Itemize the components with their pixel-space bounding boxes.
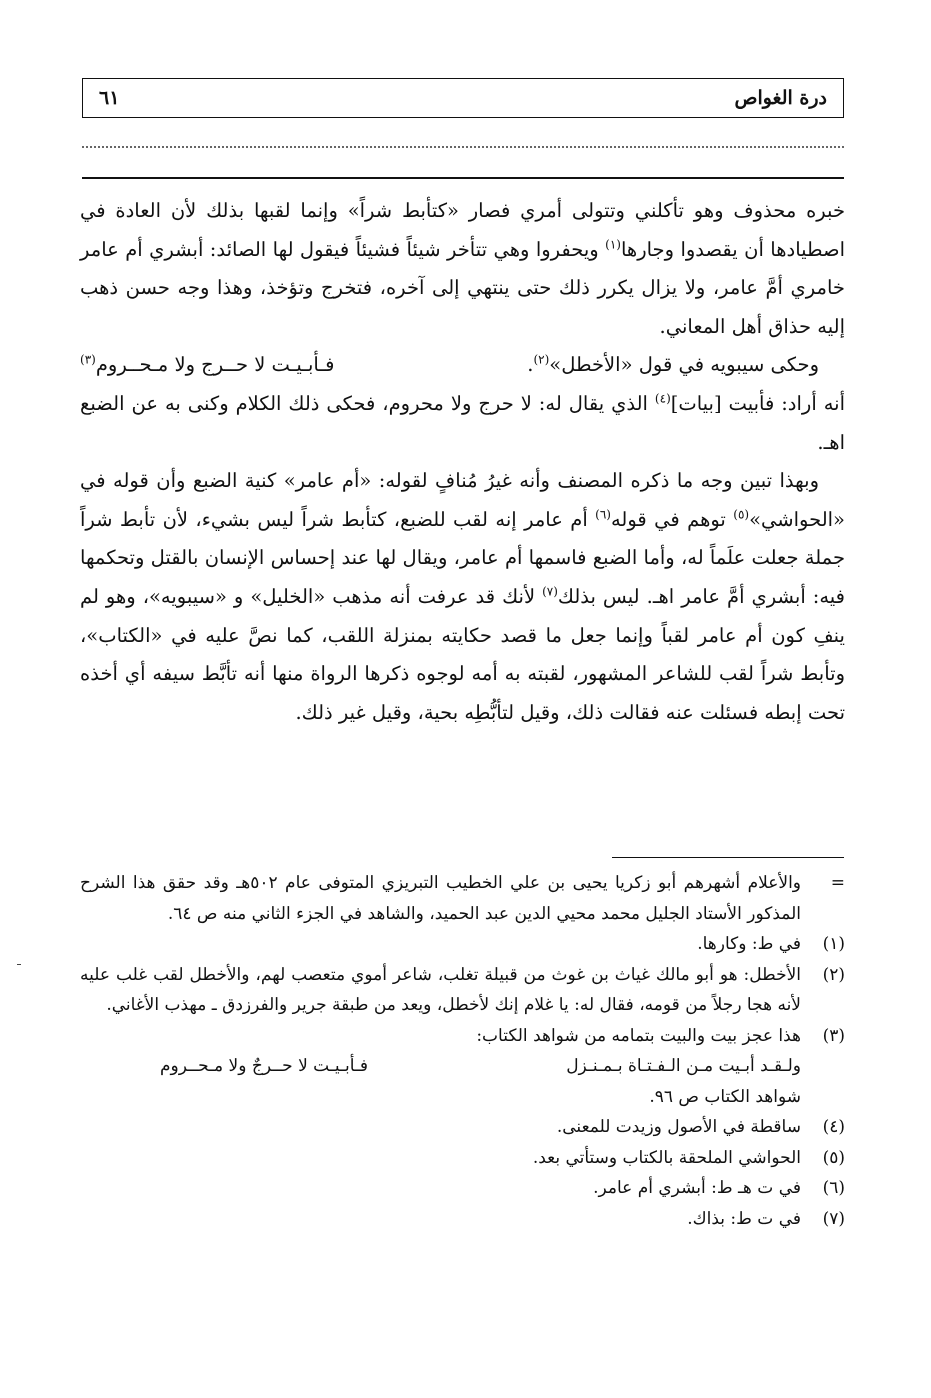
paragraph-1: خبره محذوف وهو تأكلني وتتولى أمري فصار «كتأبط شراً» وإنما لقبها بذلك لأن العادة في اصطيادها أن يقصدوا وجارها$^{(١)}$ ويحفروا وهي تتأخر شيئاً فشيئاً فيقول لها الصائد: أبشري أم عامر خامري أمَّ عامر، ولا يزال يكرر ذلك حتى ينتهي إلى آخره، فتخرج وتؤخذ، وهذا وجه حسن ذهب إليه حذاق أهل المعاني. bbox=[80, 199, 845, 338]
paragraph-4: وبهذا تبين وجه ما ذكره المصنف وأنه غيرُ مُنافٍ لقوله: «أم عامر» كنية الضبع وأن قوله في «الحواشي»$^{(٥)}$ توهم في قوله$^{(٦)}$ أم عامر إنه لقب للضبع، كتأبط شراً ليس بشيء، لأن تأبط شراً جملة جعلت علَماً له، وأما الضبع فاسمها أم عامر، ويقال لها عند إحساس الإنسان بالقتل وتحكمها فيه: أبشري أمَّ عامر اهـ. ليس بذلك$^{(٧)}$ لأنك قد عرفت أنه مذهب «الخليل» و «سيبويه»، وهو لم ينفِ كون أم عامر لقباً وإنما جعل ما قصد حكايته بمنزلة اللقب، كما نصَّ عليه في «الكتاب»، وتأبط شراً لقب للشاعر المشهور، لقبته به أمه لوجوه ذكرها الرواة منها أنه تأبَّط سيفه أي أخذه تحت إبطه فسئلت عنه فقالت ذلك، وقيل لتأبُّطِه بحية، وقيل غير ذلك. bbox=[80, 469, 845, 724]
running-header bbox=[82, 78, 844, 118]
paragraph-2: وحكى سيبويه في قول «الأخطل»$^{(٢)}$. فـأبـيـت لا حــرج ولا مـحــروم$^{(٣)}$ bbox=[80, 346, 845, 385]
main-text bbox=[80, 192, 845, 732]
footnotes bbox=[80, 868, 845, 1234]
margin-mark bbox=[17, 964, 21, 965]
page-number: ٦١ bbox=[99, 87, 120, 109]
footnote-4: (٤) ساقطة في الأصول وزيدت للمعنى. bbox=[556, 1117, 845, 1137]
footnote-ref-4: (٤) bbox=[654, 391, 671, 406]
footnote-ref-6: (٦) bbox=[595, 507, 611, 522]
footnote-ref-5: (٥) bbox=[733, 507, 750, 522]
footnote-rule bbox=[612, 857, 844, 858]
footnote-ref-2: (٢) bbox=[533, 352, 550, 367]
footnote-ref-3: (٣) bbox=[80, 352, 96, 367]
verse-fragment: فـأبـيـت لا حــرج ولا مـحــروم$^{(٣)}$ bbox=[80, 352, 335, 377]
footnote-3: (٣) هذا عجز بيت والبيت بتمامه من شواهد الكتاب: bbox=[476, 1025, 845, 1046]
footnote-1: (١) في ط: وكارها. bbox=[697, 934, 845, 954]
paragraph-3: أنه أراد: فأبيت [بيات]$^{(٤)}$ الذي يقال له: لا حرج ولا محروم، فحكى ذلك الكلام وكنى به عن الضبع اهـ. bbox=[80, 391, 845, 454]
footnote-3-source: شواهد الكتاب ص ٩٦. bbox=[649, 1086, 801, 1107]
footnote-continued: = والأعلام أشهرهم أبو زكريا يحيى بن علي الخطيب التبريزي المتوفى عام ٥٠٢هـ وقد حقق هذا الشرح المذكور الأستاد الجليل محمد محيي الدين عبد الحميد، والشاهد في الجزء الثاني منه ص ٦٤. bbox=[80, 873, 845, 924]
footnote-6: (٦) في ت هـ ط: أبشري أم عامر. bbox=[593, 1178, 845, 1198]
footnote-5: (٥) الحواشي الملحقة بالكتاب وستأتي بعد. bbox=[532, 1147, 845, 1168]
footnote-3-verse: ولـقـد أبـيت مـن الـفـتـاة بـمـنـزل فـأبـيـت لا حــرجٌ ولا مـحــروم bbox=[160, 1056, 801, 1076]
header-title: درة الغواص bbox=[734, 87, 827, 109]
footnote-2: (٢) الأخطل: هو أبو مالك غياث بن غوث من قبيلة تغلب، شاعر أموي متعصب لهم، والأخطل لقب غلب عليه لأنه هجا رجلاً من قومه، فقال له: يا غلام إنك لأخطل، ويعد من طبقة جرير والفرزدق ـ مهذب الأغاني. bbox=[80, 964, 845, 1015]
dotted-separator bbox=[82, 136, 844, 148]
footnote-ref-7: (٧) bbox=[542, 584, 558, 599]
footnote-ref-1: (١) bbox=[605, 237, 621, 252]
top-rule bbox=[82, 177, 844, 179]
footnote-7: (٧) في ت ط: بذاك. bbox=[687, 1208, 845, 1229]
